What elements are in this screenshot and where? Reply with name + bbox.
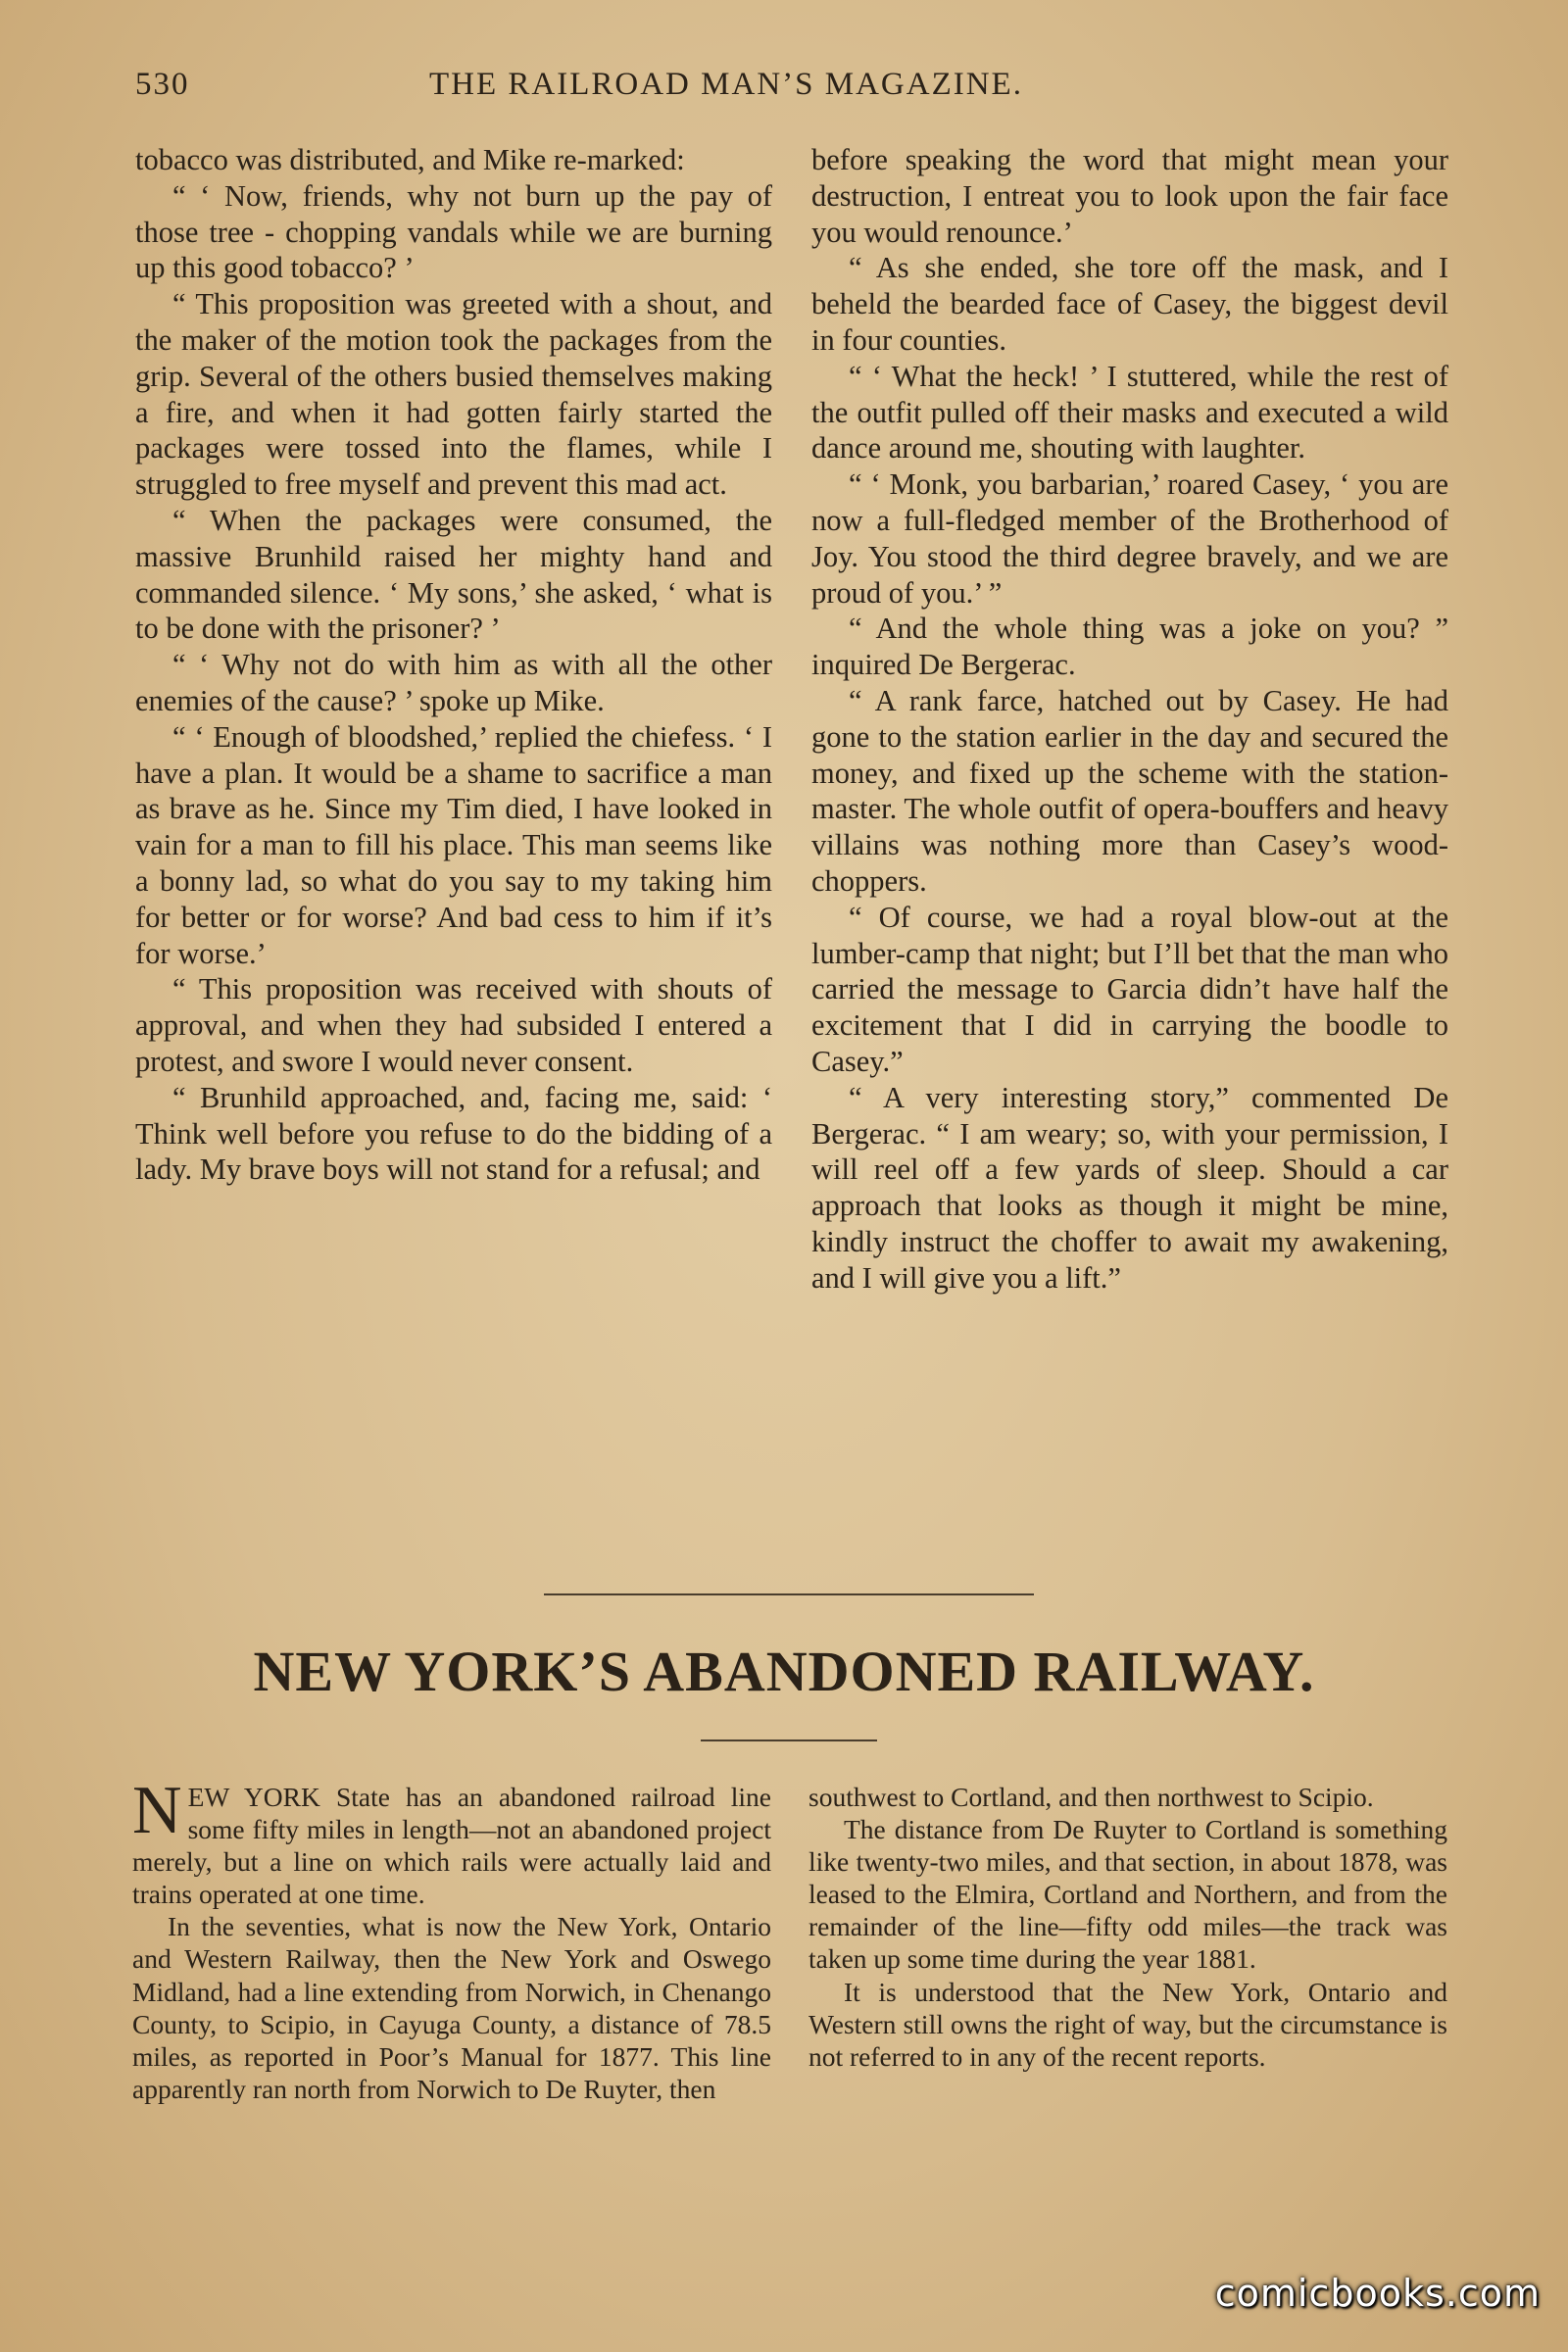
article-paragraph: In the seventies, what is now the New York, Ontario and Western Railway, then the New York and Oswego Midland, had a line extending from Norwich, in Chenango County, to Scipio, in Cayuga County, a distance of 78.5 miles, as reported in Poor’s Manual for 1877. This line apparently ran north from Norwich to De Ruyter, then bbox=[132, 1911, 771, 2104]
article-paragraph bbox=[132, 1773, 771, 1910]
page-number: 530 bbox=[135, 67, 190, 102]
article-headline: NEW YORK’S ABANDONED RAILWAY. bbox=[253, 1640, 1315, 1703]
story-paragraph: “ And the whole thing was a joke on you? ” inquired De Bergerac. bbox=[811, 612, 1448, 682]
story-paragraph: before speaking the word that might mean your destruction, I entreat you to look upon the fair face you would renounce.’ bbox=[811, 143, 1448, 249]
story-paragraph: “ A very interesting story,” commented De Bergerac. “ I am weary; so, with your permission, I will reel off a few yards of sleep. Should a car approach that looks as though it might be mine, kindly instruct the choffer to await my awakening, and I will give you a lift.” bbox=[811, 1080, 1448, 1295]
section-divider bbox=[544, 1593, 1034, 1595]
article-lead-text: EW YORK State has an abandoned railroad line some fifty miles in length—not an abandoned project merely, but a line on which rails were actually laid and trains operated at one time. bbox=[132, 1782, 771, 1910]
story-paragraph: “ A rank farce, hatched out by Casey. He had gone to the station earlier in the day and secured the money, and fixed up the scheme with the station-master. The whole outfit of opera-bouffers and heavy villains was nothing more than Casey’s wood-choppers. bbox=[811, 683, 1448, 898]
story-paragraph: tobacco was distributed, and Mike re-marked: bbox=[135, 143, 685, 176]
story-paragraph: “ Of course, we had a royal blow-out at the lumber-camp that night; but I’ll bet that the man who carried the message to Garcia didn’t have half the excitement that I did in carrying the boodle to Casey.” bbox=[811, 900, 1448, 1078]
page-header bbox=[135, 67, 1452, 116]
article-right-column bbox=[808, 1781, 1447, 2073]
drop-cap: N bbox=[132, 1773, 182, 1848]
story-paragraph: “ Brunhild approached, and, facing me, said: ‘ Think well before you refuse to do the bidding of a lady. My brave boys will not stand for a refusal; and bbox=[135, 1080, 772, 1187]
story-paragraph: “ ‘ What the heck! ’ I stuttered, while the rest of the outfit pulled off their masks and executed a wild dance around me, shouting with laughter. bbox=[811, 359, 1448, 466]
article-left-column bbox=[132, 1773, 771, 2105]
article-paragraph: It is understood that the New York, Ontario and Western still owns the right of way, but the circumstance is not referred to in any of the recent reports. bbox=[808, 1976, 1447, 2072]
story-paragraph: “ ‘ Why not do with him as with all the other enemies of the cause? ’ spoke up Mike. bbox=[135, 648, 772, 717]
story-paragraph: “ When the packages were consumed, the massive Brunhild raised her mighty hand and commanded silence. ‘ My sons,’ she asked, ‘ what is to be done with the prisoner? ’ bbox=[135, 503, 772, 646]
headline-underline bbox=[701, 1740, 877, 1741]
story-paragraph: “ ‘ Enough of bloodshed,’ replied the chiefess. ‘ I have a plan. It would be a shame to sacrifice a man as brave as he. Since my Tim died, I have looked in vain for a man to fill his place. This man seems like a bonny lad, so what do you say to my taking him for better or for worse? And bad cess to him if it’s for worse.’ bbox=[135, 719, 772, 970]
article-paragraph: The distance from De Ruyter to Cortland is something like twenty-two miles, and that section, in about 1878, was leased to the Elmira, Cortland and Northern, and from the remainder of the line—fifty odd miles—the track was taken up some time during the year 1881. bbox=[808, 1814, 1447, 1975]
story-right-column bbox=[811, 142, 1448, 1297]
watermark: comicbooks.com bbox=[1214, 2272, 1541, 2315]
story-left-column bbox=[135, 142, 772, 1188]
story-paragraph: “ This proposition was greeted with a shout, and the maker of the motion took the packages from the grip. Several of the others busied themselves making a fire, and when it had gotten fairly started the packages were tossed into the flames, while I struggled to free myself and prevent this mad act. bbox=[135, 287, 772, 502]
story-paragraph: “ ‘ Monk, you barbarian,’ roared Casey, ‘ you are now a full-fledged member of the Brotherhood of Joy. You stood the third degree bravely, and we are proud of you.’ ” bbox=[811, 467, 1448, 610]
story-paragraph: “ As she ended, she tore off the mask, and I beheld the bearded face of Casey, the biggest devil in four counties. bbox=[811, 251, 1448, 357]
story-paragraph: “ This proposition was received with shouts of approval, and when they had subsided I entered a protest, and swore I would never consent. bbox=[135, 972, 772, 1078]
story-paragraph: “ ‘ Now, friends, why not burn up the pay of those tree - chopping vandals while we are burning up this good tobacco? ’ bbox=[135, 178, 772, 285]
magazine-title: THE RAILROAD MAN’S MAGAZINE. bbox=[429, 67, 1023, 102]
article-paragraph: southwest to Cortland, and then northwest to Scipio. bbox=[808, 1782, 1374, 1812]
